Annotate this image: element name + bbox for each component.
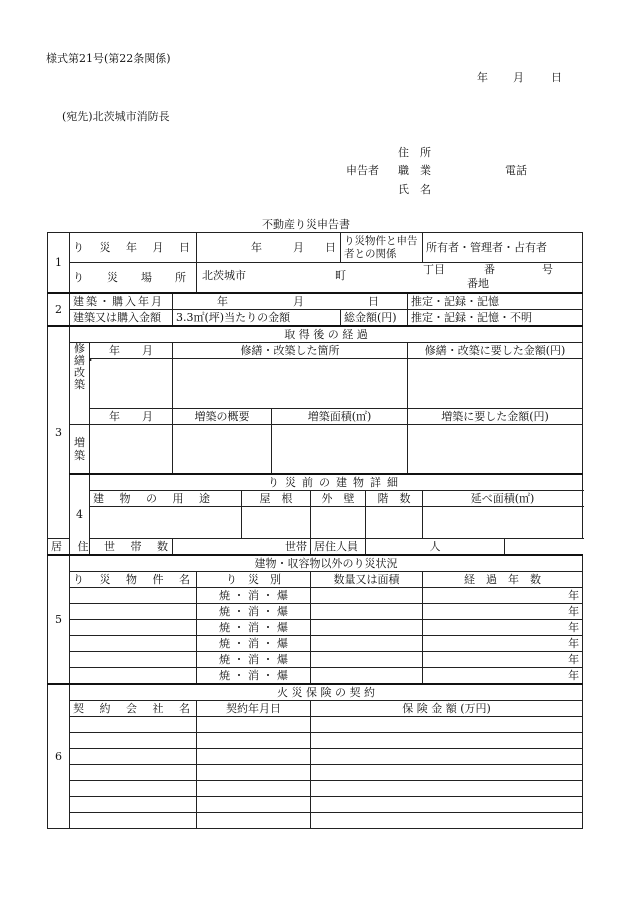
fire-place-label: り 災 場 所 [70,263,197,293]
insured-amount-cell[interactable] [311,765,583,781]
contract-date-cell[interactable] [197,733,311,749]
floor-area-cell[interactable] [423,507,583,539]
insurer-cell[interactable] [70,781,197,797]
item-name-cell[interactable] [70,588,197,604]
item-name-header: り 災 物 件 名 [70,572,197,588]
item-name-cell[interactable] [70,668,197,685]
insured-amount-cell[interactable] [311,797,583,813]
damage-type-cell[interactable]: 焼 ・ 消 ・ 爆 [197,620,311,636]
section-1-number: 1 [48,233,70,293]
address-label: 住 所 [398,146,431,159]
ext-cost-header: 増築に要した金額(円) [408,408,583,424]
contract-date-header: 契約年月日 [197,701,311,717]
elapsed-years-cell[interactable]: 年 [423,604,583,620]
insured-amount-cell[interactable] [311,749,583,765]
damage-type-cell[interactable]: 焼 ・ 消 ・ 爆 [197,668,311,685]
wall-cell[interactable] [311,507,366,539]
ext-ym-cell[interactable] [90,424,173,474]
repair-ym-cell[interactable] [90,358,173,408]
section-6-number: 6 [48,684,70,829]
elapsed-years-header: 経 過 年 数 [423,572,583,588]
insurer-cell[interactable] [70,813,197,829]
quantity-cell[interactable] [311,620,423,636]
occupation-label: 職 業 [398,164,431,177]
reporter-label: 申告者 [346,164,379,177]
elapsed-years-cell[interactable]: 年 [423,652,583,668]
households-label: 居 住 世 帯 数 [48,539,173,556]
elapsed-years-cell[interactable]: 年 [423,668,583,685]
item-name-cell[interactable] [70,620,197,636]
section-4-heading: り災前の建物詳細 [90,474,583,491]
residents-field[interactable]: 人 [366,539,505,556]
contract-date-cell[interactable] [197,781,311,797]
building-use-header: 建 物 の 用 途 [90,491,242,507]
floors-cell[interactable] [366,507,423,539]
insured-amount-cell[interactable] [311,813,583,829]
item-name-cell[interactable] [70,636,197,652]
city-name: 北茨城市 [202,269,247,282]
repair-cost-cell[interactable] [408,358,583,408]
contract-date-cell[interactable] [197,797,311,813]
insurer-cell[interactable] [70,717,197,733]
insurer-cell[interactable] [70,733,197,749]
section-3-number: 3 [48,326,70,539]
extension-label: 増築 [70,424,90,474]
quantity-cell[interactable] [311,652,423,668]
contract-date-cell[interactable] [197,717,311,733]
fire-date-label: り 災 年 月 日 [70,233,197,263]
quantity-header: 数量又は面積 [311,572,423,588]
insured-amount-cell[interactable] [311,781,583,797]
damage-type-cell[interactable]: 焼 ・ 消 ・ 爆 [197,652,311,668]
section-5-heading: 建物・収容物以外のり災状況 [70,555,583,572]
wall-header: 外 壁 [311,491,366,507]
insurer-cell[interactable] [70,765,197,781]
section-2-number: 2 [48,293,70,326]
repair-place-cell[interactable] [173,358,408,408]
damage-type-header: り 災 別 [197,572,311,588]
quantity-cell[interactable] [311,668,423,685]
form-number: 様式第21号(第22条関係) [46,52,171,65]
elapsed-years-cell[interactable]: 年 [423,588,583,604]
quantity-cell[interactable] [311,636,423,652]
item-name-cell[interactable] [70,604,197,620]
date-day: 日 [551,71,562,84]
estimate-options-2[interactable]: 推定・記録・記憶・不明 [408,309,583,326]
households-field[interactable]: 世帯 [173,539,311,556]
form-title: 不動産り災申告書 [262,218,350,231]
insured-amount-header: 保 険 金 額 (万円) [311,701,583,717]
elapsed-years-cell[interactable]: 年 [423,620,583,636]
insured-amount-cell[interactable] [311,717,583,733]
section-5-number: 5 [48,555,70,684]
insurer-header: 契 約 会 社 名 [70,701,197,717]
ext-area-cell[interactable] [272,424,408,474]
floors-header: 階 数 [366,491,423,507]
ext-summary-cell[interactable] [173,424,272,474]
date-year: 年 [477,71,488,84]
date-month: 月 [513,71,524,84]
total-amount-label: 総金額(円) [341,309,408,326]
estimate-options-1[interactable]: 推定・記録・記憶 [408,293,583,310]
building-use-cell[interactable] [90,507,242,539]
quantity-cell[interactable] [311,604,423,620]
quantity-cell[interactable] [311,588,423,604]
fire-place-field[interactable]: 北茨城市 町 丁目 番 号 番地 [197,263,583,293]
repair-ym-header: 年 月 [90,342,173,358]
phone-label: 電話 [505,164,527,177]
report-form-table [47,232,583,829]
residents-label: 居住人員 [311,539,366,556]
contract-date-cell[interactable] [197,813,311,829]
elapsed-years-cell[interactable]: 年 [423,636,583,652]
ext-cost-cell[interactable] [408,424,583,474]
ext-ym-header: 年 月 [90,408,173,424]
contract-date-cell[interactable] [197,749,311,765]
section-3-heading: 取 得 後 の 経 過 [70,326,583,343]
damage-type-cell[interactable]: 焼 ・ 消 ・ 爆 [197,588,311,604]
insured-amount-cell[interactable] [311,733,583,749]
item-name-cell[interactable] [70,652,197,668]
section-4-number: 4 [70,474,90,555]
roof-header: 屋 根 [242,491,311,507]
relation-value[interactable]: 所有者・管理者・占有者 [423,233,583,263]
built-date-field[interactable]: 年 月 日 [173,293,408,310]
insurer-cell[interactable] [70,797,197,813]
damage-type-cell[interactable]: 焼 ・ 消 ・ 爆 [197,636,311,652]
damage-type-cell[interactable]: 焼 ・ 消 ・ 爆 [197,604,311,620]
per-tsubo-label: 3.3㎡(坪)当たりの金額 [173,309,341,326]
floor-area-header: 延べ面積(㎡) [423,491,583,507]
roof-cell[interactable] [242,507,311,539]
contract-date-cell[interactable] [197,765,311,781]
section-6-heading: 火 災 保 険 の 契 約 [70,684,583,701]
repair-place-header: 修繕・改築した箇所 [173,342,408,358]
name-label: 氏 名 [398,183,431,196]
repair-label: 修繕・改築 [70,342,90,424]
amount-label: 建築又は購入金額 [70,309,173,326]
ext-summary-header: 増築の概要 [173,408,272,424]
repair-cost-header: 修繕・改築に要した金額(円) [408,342,583,358]
built-date-label: 建築・購入年月 [70,293,173,310]
addressee: (宛先)北茨城市消防長 [62,110,170,123]
insurer-cell[interactable] [70,749,197,765]
relation-label: り災物件と申告者との関係 [341,233,423,263]
fire-date-field[interactable]: 年 月 日 [197,233,341,263]
ext-area-header: 増築面積(㎡) [272,408,408,424]
